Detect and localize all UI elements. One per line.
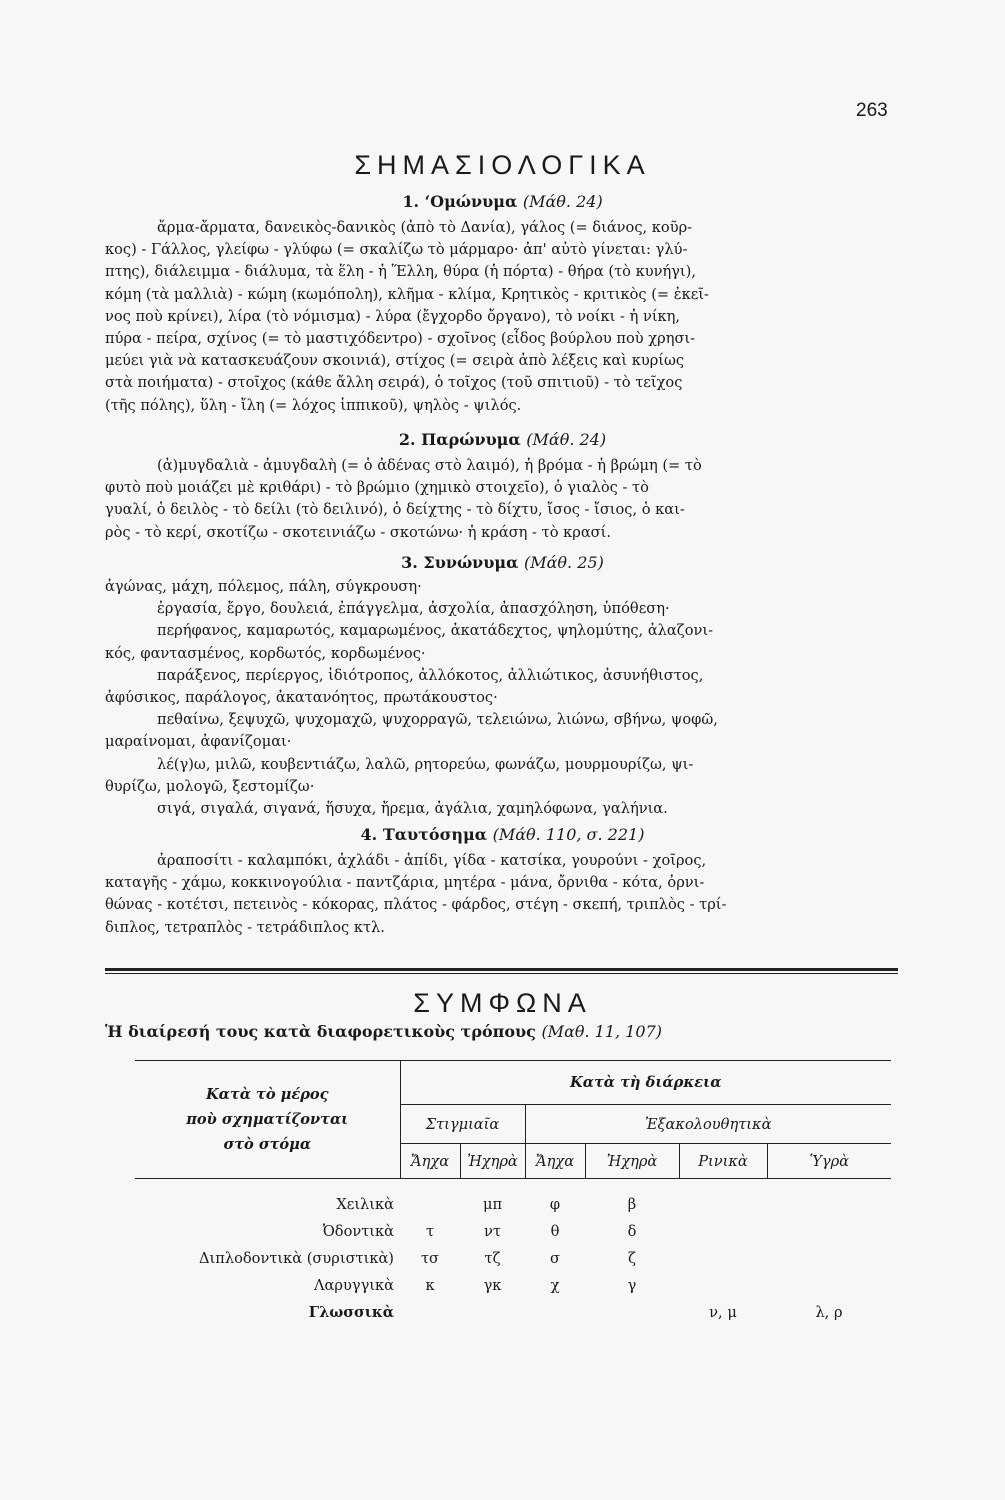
- text-line: σιγά, σιγαλά, σιγανά, ἥσυχα, ἤρεμα, ἀγάλια, χαμηλόφωνα, γαλήνια.: [157, 800, 668, 818]
- table-cell: ν, μ: [709, 1303, 737, 1321]
- table-cell: σ: [550, 1249, 560, 1267]
- text-line: θυρίζω, μολογῶ, ξεστομίζω·: [105, 777, 315, 795]
- text-line: μεύει γιὰ νὰ κατασκευάζουν σκοινιά), στίχος (= σειρὰ ἀπὸ λέξεις καὶ κυρίως: [105, 352, 685, 370]
- table-cell: [460, 1299, 525, 1326]
- table-cell: τ: [425, 1222, 435, 1240]
- table-cell: λ, ρ: [815, 1303, 843, 1321]
- text-line: παράξενος, περίεργος, ἰδιότροπος, ἀλλόκοτος, ἀλλιώτικος, ἀσυνήθιστος,: [157, 666, 704, 684]
- text-line: ἀραποσίτι - καλαμπόκι, ἀχλάδι - ἀπίδι, γίδα - κατσίκα, γουρούνι - χοῖρος,: [157, 852, 707, 869]
- table-cell: ντ: [484, 1222, 501, 1240]
- text-line: ἀγώνας, μάχη, πόλεμος, πάλη, σύγκρουση·: [105, 578, 422, 595]
- text-line: κόμη (τὰ μαλλιὰ) - κώμη (κωμόπολη), κλῆμα - κλίμα, Κρητικὸς - κριτικὸς (= ἐκεῖ-: [105, 285, 709, 303]
- text-line: πτης), διάλειμμα - διάλυμα, τὰ ἕλη - ἡ Ἕλλη, θύρα (ἡ πόρτα) - θήρα (τὸ κυνήγι),: [105, 263, 696, 281]
- text-line: διπλος, τετραπλὸς - τετράδιπλος κτλ.: [105, 918, 385, 936]
- subheading-synonyms: [0, 553, 1005, 572]
- table-cell: [767, 1272, 891, 1299]
- row-label: Γλωσσικὰ: [308, 1303, 394, 1321]
- text-line: ἐργασία, ἔργο, δουλειά, ἐπάγγελμα, ἀσχολία, ἀπασχόληση, ὑπόθεση·: [157, 600, 670, 618]
- subheading-paronyms: [0, 430, 1005, 449]
- corner-line: ποὺ σχηματίζονται: [186, 1111, 349, 1128]
- row-label: Ὀδοντικὰ: [322, 1222, 394, 1240]
- table-cell: τσ: [420, 1249, 440, 1267]
- text-line: περήφανος, καμαρωτός, καμαρωμένος, ἀκατάδεχτος, ψηλομύτης, ἀλαζονι-: [157, 622, 714, 640]
- table-intro-ref: (Μαθ. 11, 107): [541, 1022, 662, 1041]
- divider-rule: [105, 968, 898, 971]
- table-cell: τζ: [484, 1249, 501, 1267]
- text-line: ἀφύσικος, παράλογος, ἀκατανόητος, πρωτάκουστος·: [105, 689, 498, 707]
- paragraph-homonyms: [105, 217, 895, 417]
- text-line: γυαλί, ὁ δειλὸς - τὸ δείλι (τὸ δειλινό), ὁ δείχτης - τὸ δίχτυ, ἴσος - ἴσιος, ὁ και-: [105, 501, 685, 519]
- table-cell: [679, 1218, 767, 1245]
- column-header: Ἄηχα: [535, 1152, 575, 1170]
- table-cell: γκ: [483, 1276, 502, 1294]
- text-line: πεθαίνω, ξεψυχῶ, ψυχομαχῶ, ψυχορραγῶ, τελειώνω, λιώνω, σβήνω, ψοφῶ,: [157, 711, 718, 729]
- table-row: [135, 1218, 891, 1245]
- table-intro: [105, 1022, 905, 1041]
- table-intro-text: Ἡ διαίρεσή τους κατὰ διαφορετικοὺς τρόπους: [105, 1022, 536, 1041]
- table-cell: [400, 1299, 460, 1326]
- table-cell: [400, 1191, 460, 1218]
- column-header: Ὑγρὰ: [809, 1152, 850, 1170]
- text-line: πύρα - πείρα, σχίνος (= τὸ μαστιχόδεντρο) - σχοῖνος (εἶδος βούρλου ποὺ χρησι-: [105, 330, 696, 348]
- paragraph-paronyms: [105, 455, 895, 544]
- text-line: στὰ ποιήματα) - στοῖχος (κάθε ἄλλη σειρά), ὁ τοῖχος (τοῦ σπιτιοῦ) - τὸ τεῖχος: [105, 374, 683, 392]
- text-line: λέ(γ)ω, μιλῶ, κουβεντιάζω, λαλῶ, ρητορεύω, φωνάζω, μουρμουρίζω, ψι-: [157, 755, 694, 773]
- table-row: [135, 1191, 891, 1218]
- text-line: κος) - Γάλλος, γλείφω - γλύφω (= σκαλίζω τὸ μάρμαρο· ἀπ' αὐτὸ γίνεται: γλύ-: [105, 241, 688, 259]
- text-line: ἄρμα-ἄρματα, δανεικὸς-δανικὸς (ἀπὸ τὸ Δανία), γάλος (= διάνος, κοῦρ-: [157, 219, 693, 236]
- subheading-ref: (Μάθ. 25): [523, 553, 604, 572]
- group-header-continuous: Ἐξακολουθητικὰ: [645, 1115, 772, 1133]
- subheading-ref: (Μάθ. 24): [526, 430, 607, 449]
- table-cell: [679, 1191, 767, 1218]
- table-cell: [767, 1218, 891, 1245]
- table-cell: δ: [627, 1222, 637, 1240]
- table-cell: κ: [425, 1276, 435, 1294]
- table-cell: [679, 1272, 767, 1299]
- table-cell: μπ: [482, 1195, 503, 1213]
- section-title-consonants: ΣΥΜΦΩΝΑ: [413, 988, 592, 1018]
- subheading-label: 2. Παρώνυμα: [398, 430, 521, 449]
- subheading-label: 3. Συνώνυμα: [401, 553, 519, 572]
- table-cell: [525, 1299, 585, 1326]
- table-row: [135, 1299, 891, 1326]
- corner-line: Κατὰ τὸ μέρος: [205, 1086, 329, 1103]
- subheading-ref: (Μάθ. 24): [522, 192, 603, 211]
- row-label: Χειλικὰ: [336, 1195, 394, 1213]
- text-line: (ἀ)μυγδαλιὰ - ἀμυγδαλὴ (= ὁ ἀδένας στὸ λαιμό), ἡ βρόμα - ἡ βρώμη (= τὸ: [157, 457, 702, 474]
- row-label: Λαρυγγικὰ: [314, 1276, 394, 1294]
- row-label: Διπλοδοντικὰ (συριστικὰ): [199, 1249, 394, 1267]
- table-cell: γ: [627, 1276, 637, 1294]
- table-cell: ζ: [628, 1249, 636, 1267]
- text-line: καταγῆς - χάμω, κοκκινογούλια - παντζάρια, μητέρα - μάνα, ὄρνιθα - κότα, ὀρνι-: [105, 874, 705, 892]
- table-cell: φ: [549, 1195, 561, 1213]
- table-corner-header: [135, 1061, 400, 1179]
- subheading-label: 4. Ταυτόσημα: [360, 825, 488, 844]
- text-line: (τῆς πόλης), ὕλη - ἴλη (= λόχος ἱππικοῦ), ψηλὸς - ψιλός.: [105, 396, 522, 414]
- text-line: νος ποὺ κρίνει), λίρα (τὸ νόμισμα) - λύρα (ἔγχορδο ὄργανο), τὸ νοίκι - ἡ νίκη,: [105, 307, 681, 325]
- page-number: 263: [856, 100, 888, 121]
- table-cell: [767, 1245, 891, 1272]
- table-cell: χ: [550, 1276, 560, 1294]
- table-cell: [679, 1245, 767, 1272]
- group-header-momentary: Στιγμιαῖα: [425, 1115, 500, 1133]
- column-header: Ρινικὰ: [698, 1152, 748, 1170]
- table-cell: β: [627, 1195, 637, 1213]
- table-cell: [585, 1299, 679, 1326]
- divider-rule: [105, 973, 898, 974]
- text-line: ρὸς - τὸ κερί, σκοτίζω - σκοτεινιάζω - σκοτώνω· ἡ κράση - τὸ κρασί.: [105, 523, 612, 541]
- table-cell: [767, 1191, 891, 1218]
- paragraph-equivalents: [105, 850, 895, 939]
- text-line: κός, φαντασμένος, κορδωτός, κορδωμένος·: [105, 644, 426, 662]
- column-header: Ἠχηρὰ: [467, 1152, 518, 1170]
- paragraph-synonyms: [105, 576, 895, 820]
- subheading-equivalents: [0, 825, 1005, 844]
- subheading-ref: (Μάθ. 110, σ. 221): [492, 825, 645, 844]
- duration-header: Κατὰ τὴ διάρκεια: [570, 1074, 722, 1091]
- table-cell: θ: [550, 1222, 560, 1240]
- section-title-semantics: ΣΗΜΑΣΙΟΛΟΓΙΚΑ: [354, 150, 651, 180]
- subheading-label: 1. ‘Ομώνυμα: [402, 192, 518, 211]
- table-row: [135, 1245, 891, 1272]
- table-row: [135, 1272, 891, 1299]
- consonants-table: [135, 1060, 891, 1326]
- corner-line: στὸ στόμα: [223, 1136, 312, 1153]
- column-header: Ἄηχα: [410, 1152, 450, 1170]
- text-line: θώνας - κοτέτσι, πετεινὸς - κόκορας, πλάτος - φάρδος, στέγη - σκεπή, τριπλὸς - τρί-: [105, 896, 727, 914]
- text-line: μαραίνομαι, ἀφανίζομαι·: [105, 733, 292, 751]
- text-line: φυτὸ ποὺ μοιάζει μὲ κριθάρι) - τὸ βρώμιο (χημικὸ στοιχεῖο), ὁ γιαλὸς - τὸ: [105, 479, 649, 497]
- column-header: Ἠχηρὰ: [606, 1152, 658, 1170]
- subheading-homonyms: [0, 192, 1005, 211]
